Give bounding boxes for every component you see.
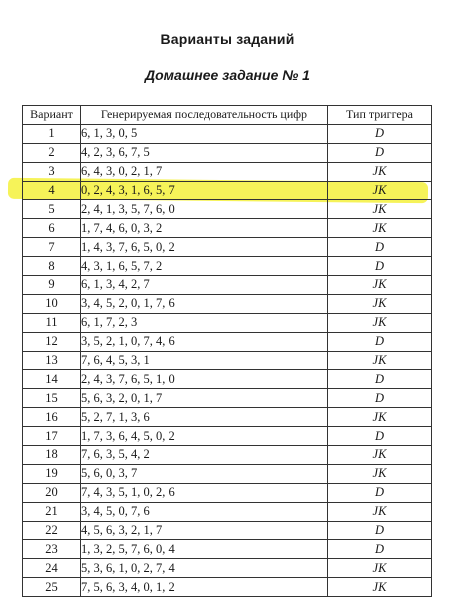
sequence-cell: 1, 7, 3, 6, 4, 5, 0, 2: [81, 427, 328, 446]
header-sequence: Генерируемая последовательность цифр: [81, 106, 328, 125]
table-row: [23, 370, 432, 389]
sequence-cell: 4, 5, 6, 3, 2, 1, 7: [81, 521, 328, 540]
table-row: [23, 332, 432, 351]
table-row: [23, 257, 432, 276]
trigger-type-cell: JK: [328, 181, 432, 200]
table-row: [23, 143, 432, 162]
table-body: [23, 124, 432, 596]
variants-table: [22, 105, 432, 597]
variant-cell: 20: [23, 483, 81, 502]
variant-cell: 6: [23, 219, 81, 238]
sequence-cell: 7, 6, 4, 5, 3, 1: [81, 351, 328, 370]
variant-cell: 8: [23, 257, 81, 276]
table-row: [23, 124, 432, 143]
table-row: [23, 483, 432, 502]
variant-cell: 10: [23, 294, 81, 313]
sequence-cell: 3, 5, 2, 1, 0, 7, 4, 6: [81, 332, 328, 351]
sequence-cell: 7, 5, 6, 3, 4, 0, 1, 2: [81, 578, 328, 597]
trigger-type-cell: D: [328, 389, 432, 408]
sequence-cell: 7, 6, 3, 5, 4, 2: [81, 446, 328, 465]
trigger-type-cell: JK: [328, 294, 432, 313]
trigger-type-cell: D: [328, 427, 432, 446]
table-row: [23, 162, 432, 181]
sequence-cell: 3, 4, 5, 0, 7, 6: [81, 502, 328, 521]
variant-cell: 3: [23, 162, 81, 181]
variant-cell: 11: [23, 313, 81, 332]
trigger-type-cell: JK: [328, 502, 432, 521]
variant-cell: 13: [23, 351, 81, 370]
trigger-type-cell: D: [328, 540, 432, 559]
table-row: [23, 313, 432, 332]
sequence-cell: 5, 3, 6, 1, 0, 2, 7, 4: [81, 559, 328, 578]
variant-cell: 12: [23, 332, 81, 351]
table-row: [23, 502, 432, 521]
trigger-type-cell: JK: [328, 408, 432, 427]
trigger-type-cell: JK: [328, 464, 432, 483]
trigger-type-cell: D: [328, 332, 432, 351]
table-row: [23, 238, 432, 257]
table-row: [23, 464, 432, 483]
table-row: [23, 427, 432, 446]
table-row: [23, 521, 432, 540]
table-row: [23, 294, 432, 313]
table-row: [23, 351, 432, 370]
table-row: [23, 408, 432, 427]
table-row: [23, 181, 432, 200]
variant-cell: 1: [23, 124, 81, 143]
sequence-cell: 5, 6, 3, 2, 0, 1, 7: [81, 389, 328, 408]
trigger-type-cell: JK: [328, 578, 432, 597]
table-row: [23, 219, 432, 238]
variant-cell: 7: [23, 238, 81, 257]
trigger-type-cell: JK: [328, 313, 432, 332]
trigger-type-cell: D: [328, 521, 432, 540]
table-row: [23, 276, 432, 295]
sequence-cell: 6, 4, 3, 0, 2, 1, 7: [81, 162, 328, 181]
variant-cell: 4: [23, 181, 81, 200]
trigger-type-cell: D: [328, 124, 432, 143]
table-row: [23, 389, 432, 408]
trigger-type-cell: JK: [328, 200, 432, 219]
sequence-cell: 3, 4, 5, 2, 0, 1, 7, 6: [81, 294, 328, 313]
variant-cell: 25: [23, 578, 81, 597]
trigger-type-cell: D: [328, 483, 432, 502]
table-header-row: [23, 106, 432, 125]
sequence-cell: 2, 4, 1, 3, 5, 7, 6, 0: [81, 200, 328, 219]
variant-cell: 18: [23, 446, 81, 465]
sequence-cell: 1, 4, 3, 7, 6, 5, 0, 2: [81, 238, 328, 257]
variant-cell: 16: [23, 408, 81, 427]
trigger-type-cell: JK: [328, 446, 432, 465]
sequence-cell: 6, 1, 3, 0, 5: [81, 124, 328, 143]
variant-cell: 17: [23, 427, 81, 446]
trigger-type-cell: D: [328, 370, 432, 389]
trigger-type-cell: D: [328, 238, 432, 257]
sequence-cell: 0, 2, 4, 3, 1, 6, 5, 7: [81, 181, 328, 200]
variant-cell: 23: [23, 540, 81, 559]
trigger-type-cell: JK: [328, 559, 432, 578]
variant-cell: 19: [23, 464, 81, 483]
page-subtitle: Домашнее задание № 1: [145, 67, 310, 83]
trigger-type-cell: JK: [328, 276, 432, 295]
trigger-type-cell: JK: [328, 351, 432, 370]
table-row: [23, 578, 432, 597]
sequence-cell: 7, 4, 3, 5, 1, 0, 2, 6: [81, 483, 328, 502]
variant-cell: 5: [23, 200, 81, 219]
table-row: [23, 559, 432, 578]
header-trigger-type: Тип триггера: [328, 106, 432, 125]
sequence-cell: 6, 1, 3, 4, 2, 7: [81, 276, 328, 295]
trigger-type-cell: JK: [328, 219, 432, 238]
sequence-cell: 4, 3, 1, 6, 5, 7, 2: [81, 257, 328, 276]
trigger-type-cell: JK: [328, 162, 432, 181]
table-row: [23, 446, 432, 465]
sequence-cell: 1, 7, 4, 6, 0, 3, 2: [81, 219, 328, 238]
variant-cell: 15: [23, 389, 81, 408]
trigger-type-cell: D: [328, 257, 432, 276]
sequence-cell: 4, 2, 3, 6, 7, 5: [81, 143, 328, 162]
sequence-cell: 5, 6, 0, 3, 7: [81, 464, 328, 483]
header-variant: Вариант: [23, 106, 81, 125]
variant-cell: 22: [23, 521, 81, 540]
sequence-cell: 2, 4, 3, 7, 6, 5, 1, 0: [81, 370, 328, 389]
sequence-cell: 6, 1, 7, 2, 3: [81, 313, 328, 332]
variant-cell: 14: [23, 370, 81, 389]
table-row: [23, 200, 432, 219]
sequence-cell: 5, 2, 7, 1, 3, 6: [81, 408, 328, 427]
table-row: [23, 540, 432, 559]
trigger-type-cell: D: [328, 143, 432, 162]
variant-cell: 24: [23, 559, 81, 578]
variant-cell: 2: [23, 143, 81, 162]
variant-cell: 9: [23, 276, 81, 295]
page-title: Варианты заданий: [160, 31, 295, 47]
sequence-cell: 1, 3, 2, 5, 7, 6, 0, 4: [81, 540, 328, 559]
variant-cell: 21: [23, 502, 81, 521]
